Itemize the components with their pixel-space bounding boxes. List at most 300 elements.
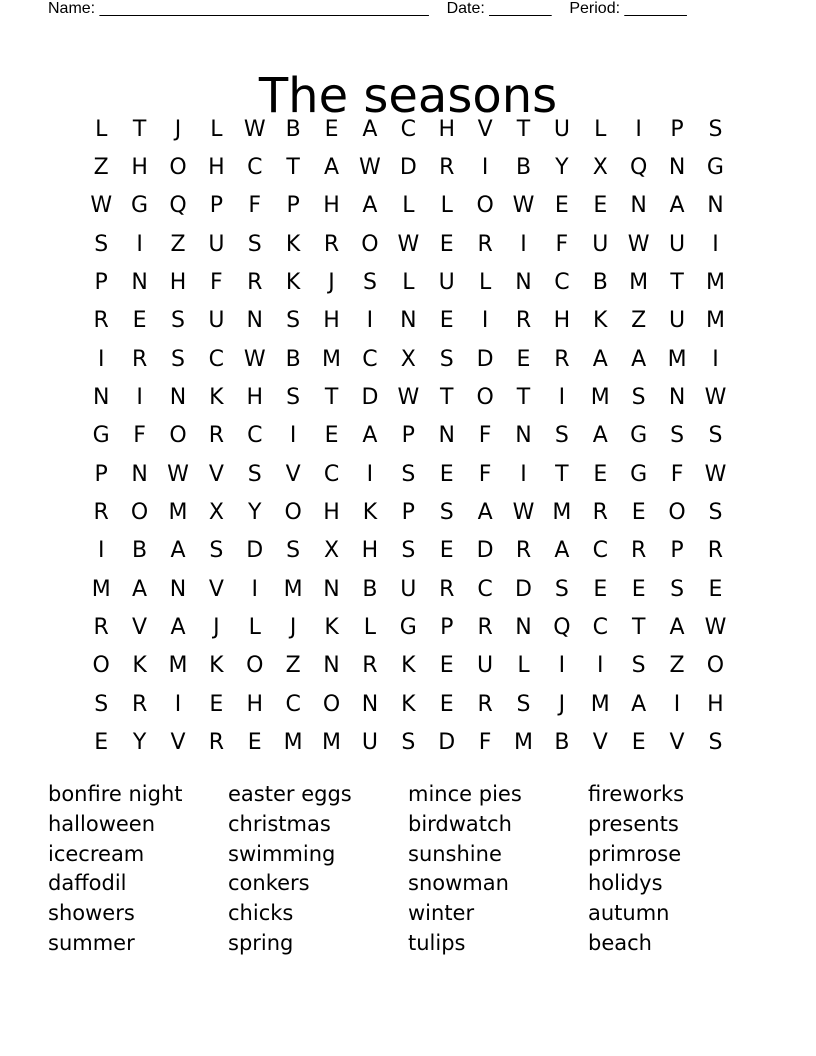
grid-letter: N [92, 385, 110, 411]
grid-letter: M [552, 500, 572, 526]
grid-letter: M [667, 346, 687, 372]
grid-letter: I [366, 461, 374, 487]
grid-letter: S [401, 461, 416, 487]
grid-letter: S [708, 423, 723, 449]
grid-letter: O [169, 155, 187, 181]
grid-letter: M [514, 730, 533, 756]
grid-letter: D [515, 576, 532, 602]
grid-letter: O [476, 193, 494, 219]
grid-letter: S [670, 423, 685, 449]
page-title: The seasons [258, 68, 558, 125]
word-bank-item: winter [408, 901, 475, 926]
grid-letter: G [630, 461, 648, 487]
grid-letter: S [708, 500, 723, 526]
grid-letter: P [94, 461, 108, 487]
grid-letter: E [516, 346, 531, 372]
word-bank-item: autumn [588, 901, 670, 926]
grid-letter: M [322, 346, 342, 372]
grid-letter: W [627, 231, 650, 257]
grid-letter: H [169, 270, 187, 296]
grid-letter: T [631, 615, 646, 641]
word-bank-item: halloween [48, 811, 156, 836]
grid-letter: S [516, 691, 531, 717]
word-bank [48, 780, 768, 959]
word-bank-item: christmas [228, 811, 331, 836]
grid-letter: I [136, 385, 143, 411]
grid-letter: E [324, 116, 339, 142]
grid-letter: R [554, 346, 570, 372]
word-bank-item: presents [588, 811, 679, 836]
word-bank-item: snowman [408, 871, 509, 896]
grid-letter: F [133, 423, 146, 449]
grid-letter: A [592, 423, 608, 449]
grid-letter: A [132, 576, 148, 602]
grid-letter: A [362, 193, 378, 219]
grid-letter: H [553, 308, 571, 334]
grid-letter: J [558, 691, 566, 717]
grid-letter: O [322, 691, 341, 717]
grid-letter: O [668, 500, 686, 526]
grid-letter: Q [630, 155, 648, 181]
grid-letter: R [247, 270, 263, 296]
grid-letter: K [209, 385, 224, 411]
grid-letter: T [516, 385, 531, 411]
grid-letter: N [400, 308, 417, 334]
grid-letter: O [361, 231, 379, 257]
grid-letter: P [209, 193, 223, 219]
grid-letter: M [168, 500, 188, 526]
grid-letter: O [130, 500, 149, 526]
grid-letter: S [631, 653, 646, 679]
grid-letter: A [631, 691, 647, 717]
grid-letter: U [208, 308, 225, 334]
grid-letter: N [169, 576, 187, 602]
grid-letter: M [283, 576, 303, 602]
grid-letter: H [323, 500, 340, 526]
grid-letter: E [439, 653, 454, 679]
grid-letter: C [592, 615, 608, 641]
grid-letter: S [286, 538, 301, 564]
grid-letter: R [439, 576, 455, 602]
grid-letter: E [247, 730, 262, 756]
grid-letter: T [516, 116, 531, 142]
grid-letter: K [401, 691, 416, 717]
grid-letter: N [668, 155, 686, 181]
grid-letter: M [705, 270, 725, 296]
grid-letter: R [93, 308, 109, 334]
grid-letter: N [438, 423, 455, 449]
word-bank-item: swimming [228, 841, 336, 866]
grid-letter: X [208, 500, 224, 526]
grid-letter: L [440, 193, 453, 219]
word-bank-item: birdwatch [408, 811, 512, 836]
grid-letter: L [517, 653, 530, 679]
grid-letter: D [476, 346, 494, 372]
grid-letter: S [362, 270, 377, 296]
grid-letter: C [400, 116, 416, 142]
word-bank-item: bonfire night [48, 782, 183, 806]
grid-letter: A [631, 346, 647, 372]
grid-letter: O [92, 653, 110, 679]
grid-letter: N [361, 691, 379, 717]
grid-letter: U [669, 308, 686, 334]
word-bank-item: conkers [228, 871, 310, 896]
grid-letter: V [669, 730, 685, 756]
grid-letter: M [629, 270, 649, 296]
grid-letter: K [285, 270, 301, 296]
grid-letter: T [324, 385, 339, 411]
grid-letter: I [520, 461, 527, 487]
grid-letter: W [90, 193, 113, 219]
grid-letter: B [285, 116, 301, 142]
grid-letter: S [708, 730, 723, 756]
grid-letter: R [592, 500, 608, 526]
grid-letter: I [481, 155, 489, 181]
grid-letter: T [670, 270, 684, 296]
grid-letter: J [328, 270, 335, 296]
grid-letter: C [477, 576, 493, 602]
grid-letter: S [670, 576, 685, 602]
grid-letter: E [708, 576, 723, 602]
grid-letter: L [248, 615, 261, 641]
grid-letter: S [439, 500, 454, 526]
grid-letter: U [669, 231, 686, 257]
grid-letter: Y [132, 730, 147, 756]
grid-letter: I [136, 231, 143, 257]
grid-letter: N [169, 385, 187, 411]
grid-letter: W [167, 461, 189, 487]
grid-letter: F [210, 270, 223, 296]
grid-letter: S [286, 308, 301, 334]
grid-letter: A [324, 155, 340, 181]
grid-letter: S [94, 691, 109, 717]
grid-letter: R [477, 231, 493, 257]
grid-letter: H [246, 385, 264, 411]
grid-letter: I [635, 116, 642, 142]
grid-letter: X [324, 538, 340, 564]
grid-letter: R [477, 691, 493, 717]
grid-letter: R [631, 538, 647, 564]
grid-letter: N [515, 270, 532, 296]
grid-letter: R [477, 615, 493, 641]
grid-letter: X [592, 155, 608, 181]
grid-letter: P [286, 193, 300, 219]
grid-letter: U [592, 231, 609, 257]
grid-letter: S [247, 461, 262, 487]
grid-letter: N [707, 193, 724, 219]
grid-letter: L [95, 116, 108, 142]
word-bank-item: spring [228, 930, 294, 955]
grid-letter: N [515, 615, 532, 641]
grid-letter: A [170, 615, 186, 641]
grid-letter: R [515, 538, 532, 564]
grid-letter: N [668, 385, 686, 411]
word-bank-item: mince pies [408, 782, 522, 806]
grid-letter: O [169, 423, 187, 449]
grid-letter: U [400, 576, 417, 602]
grid-letter: I [366, 308, 374, 334]
grid-letter: J [289, 615, 297, 641]
grid-letter: C [247, 423, 263, 449]
grid-letter: C [592, 538, 608, 564]
grid-letter: F [670, 461, 684, 487]
word-bank-item: chicks [228, 901, 294, 926]
grid-letter: E [439, 691, 454, 717]
grid-letter: B [592, 270, 608, 296]
grid-letter: R [439, 155, 455, 181]
word-bank-item: holidys [588, 871, 663, 896]
grid-letter: P [670, 116, 684, 142]
grid-letter: M [168, 653, 188, 679]
grid-letter: P [401, 423, 415, 449]
grid-letter: F [555, 231, 569, 257]
grid-letter: J [213, 615, 220, 641]
grid-letter: J [174, 116, 182, 142]
grid-letter: B [132, 538, 148, 564]
grid-letter: Z [631, 308, 647, 334]
grid-letter: F [478, 461, 492, 487]
grid-letter: E [94, 730, 109, 756]
grid-letter: Z [669, 653, 685, 679]
grid-letter: W [243, 346, 266, 372]
grid-letter: K [362, 500, 378, 526]
grid-letter: K [209, 653, 224, 679]
grid-letter: R [362, 653, 378, 679]
grid-letter: W [397, 385, 420, 411]
grid-letter: A [477, 500, 493, 526]
grid-letter: L [402, 193, 415, 219]
grid-letter: S [247, 231, 262, 257]
grid-letter: B [515, 155, 532, 181]
grid-letter: O [284, 500, 302, 526]
letter-grid [82, 110, 735, 762]
grid-letter: M [590, 385, 610, 411]
grid-letter: X [400, 346, 416, 372]
grid-letter: P [401, 500, 415, 526]
grid-letter: A [362, 116, 378, 142]
grid-letter: C [362, 346, 378, 372]
grid-letter: E [439, 538, 454, 564]
grid-letter: P [440, 615, 454, 641]
grid-letter: L [210, 116, 223, 142]
grid-letter: V [208, 461, 224, 487]
grid-letter: Z [170, 231, 186, 257]
grid-letter: I [712, 231, 719, 257]
grid-letter: E [324, 423, 339, 449]
grid-letter: V [592, 730, 608, 756]
grid-letter: R [208, 730, 225, 756]
grid-letter: D [399, 155, 417, 181]
grid-letter: I [558, 385, 566, 411]
grid-letter: R [515, 308, 532, 334]
name-date-period-line: Name: _____________________________________ Date: _______ Period: _______ [48, 0, 687, 17]
grid-letter: I [558, 653, 566, 679]
grid-letter: W [704, 385, 727, 411]
grid-letter: E [554, 193, 569, 219]
grid-letter: V [285, 461, 301, 487]
grid-letter: U [438, 270, 455, 296]
grid-letter: Y [555, 155, 569, 181]
grid-letter: I [97, 346, 105, 372]
grid-letter: C [554, 270, 570, 296]
grid-letter: M [705, 308, 725, 334]
word-bank-item: showers [48, 901, 135, 926]
grid-letter: R [323, 231, 340, 257]
grid-letter: A [669, 193, 685, 219]
grid-letter: H [208, 155, 225, 181]
grid-letter: S [401, 538, 416, 564]
grid-letter: D [476, 538, 494, 564]
grid-letter: K [285, 231, 301, 257]
grid-letter: A [362, 423, 378, 449]
grid-letter: T [555, 461, 569, 487]
grid-letter: D [246, 538, 264, 564]
grid-letter: A [592, 346, 608, 372]
grid-letter: N [630, 193, 647, 219]
grid-letter: E [593, 461, 608, 487]
grid-letter: N [323, 576, 340, 602]
grid-letter: R [93, 500, 109, 526]
word-bank-item: primrose [588, 841, 682, 866]
grid-letter: R [131, 691, 148, 717]
grid-letter: S [170, 308, 185, 334]
grid-letter: V [170, 730, 186, 756]
grid-letter: V [132, 615, 148, 641]
grid-letter: K [401, 653, 416, 679]
grid-letter: I [520, 231, 527, 257]
grid-letter: S [94, 231, 109, 257]
grid-letter: M [283, 730, 303, 756]
grid-letter: U [208, 231, 225, 257]
grid-letter: R [131, 346, 148, 372]
grid-letter: N [131, 461, 148, 487]
grid-letter: A [170, 538, 186, 564]
grid-letter: I [97, 538, 105, 564]
grid-letter: F [248, 193, 262, 219]
grid-letter: E [439, 308, 454, 334]
grid-letter: N [246, 308, 263, 334]
grid-letter: G [630, 423, 648, 449]
grid-letter: B [554, 730, 570, 756]
grid-letter: W [397, 231, 420, 257]
grid-letter: I [673, 691, 681, 717]
grid-letter: Y [248, 500, 262, 526]
word-bank-item: beach [588, 930, 652, 955]
grid-letter: W [704, 461, 727, 487]
grid-letter: D [361, 385, 379, 411]
grid-letter: O [706, 653, 725, 679]
grid-letter: S [401, 730, 416, 756]
grid-letter: G [92, 423, 110, 449]
grid-letter: Z [93, 155, 109, 181]
grid-letter: M [91, 576, 111, 602]
grid-letter: M [590, 691, 610, 717]
grid-letter: V [208, 576, 224, 602]
grid-letter: S [631, 385, 646, 411]
grid-letter: O [246, 653, 264, 679]
grid-letter: S [554, 576, 569, 602]
word-bank-item: fireworks [588, 782, 685, 806]
word-bank-item: icecream [48, 841, 145, 866]
grid-letter: N [131, 270, 148, 296]
grid-letter: G [399, 615, 417, 641]
grid-letter: T [439, 385, 454, 411]
word-bank-item: tulips [408, 930, 466, 955]
grid-letter: W [359, 155, 381, 181]
grid-letter: T [286, 155, 300, 181]
grid-letter: R [707, 538, 724, 564]
grid-letter: S [439, 346, 454, 372]
grid-letter: I [597, 653, 604, 679]
grid-letter: E [132, 308, 147, 334]
grid-letter: L [594, 116, 607, 142]
word-bank-item: daffodil [48, 871, 127, 896]
grid-letter: I [174, 691, 182, 717]
grid-letter: A [554, 538, 570, 564]
grid-letter: I [251, 576, 258, 602]
grid-letter: P [94, 270, 108, 296]
grid-letter: B [362, 576, 378, 602]
grid-letter: R [93, 615, 109, 641]
grid-letter: O [476, 385, 494, 411]
grid-letter: L [478, 270, 492, 296]
grid-letter: L [402, 270, 415, 296]
grid-letter: S [209, 538, 224, 564]
grid-letter: S [708, 116, 723, 142]
grid-letter: T [132, 116, 147, 142]
grid-letter: P [670, 538, 684, 564]
grid-letter: G [706, 155, 724, 181]
grid-letter: U [477, 653, 494, 679]
grid-letter: S [286, 385, 301, 411]
grid-letter: E [631, 730, 646, 756]
grid-letter: I [481, 308, 489, 334]
grid-letter: C [323, 461, 340, 487]
grid-letter: S [554, 423, 569, 449]
grid-letter: H [323, 308, 340, 334]
word-bank-item: sunshine [408, 841, 502, 866]
grid-letter: S [170, 346, 185, 372]
grid-letter: H [361, 538, 379, 564]
grid-letter: Q [553, 615, 571, 641]
grid-letter: E [209, 691, 224, 717]
grid-letter: F [478, 423, 492, 449]
grid-letter: L [363, 615, 377, 641]
grid-letter: W [512, 193, 535, 219]
grid-letter: H [707, 691, 724, 717]
grid-letter: C [285, 691, 301, 717]
grid-letter: H [438, 116, 455, 142]
grid-letter: B [285, 346, 301, 372]
grid-letter: E [631, 500, 646, 526]
word-bank-item: easter eggs [228, 782, 352, 806]
grid-letter: E [631, 576, 646, 602]
grid-letter: E [593, 576, 608, 602]
grid-letter: E [439, 461, 454, 487]
grid-letter: I [289, 423, 297, 449]
grid-letter: C [208, 346, 225, 372]
grid-letter: A [669, 615, 685, 641]
grid-letter: F [478, 730, 492, 756]
grid-letter: H [246, 691, 264, 717]
grid-letter: W [243, 116, 266, 142]
grid-letter: R [208, 423, 225, 449]
word-bank-item: summer [48, 930, 135, 955]
grid-letter: W [512, 500, 535, 526]
grid-letter: Q [169, 193, 187, 219]
grid-letter: E [593, 193, 608, 219]
grid-letter: K [593, 308, 608, 334]
